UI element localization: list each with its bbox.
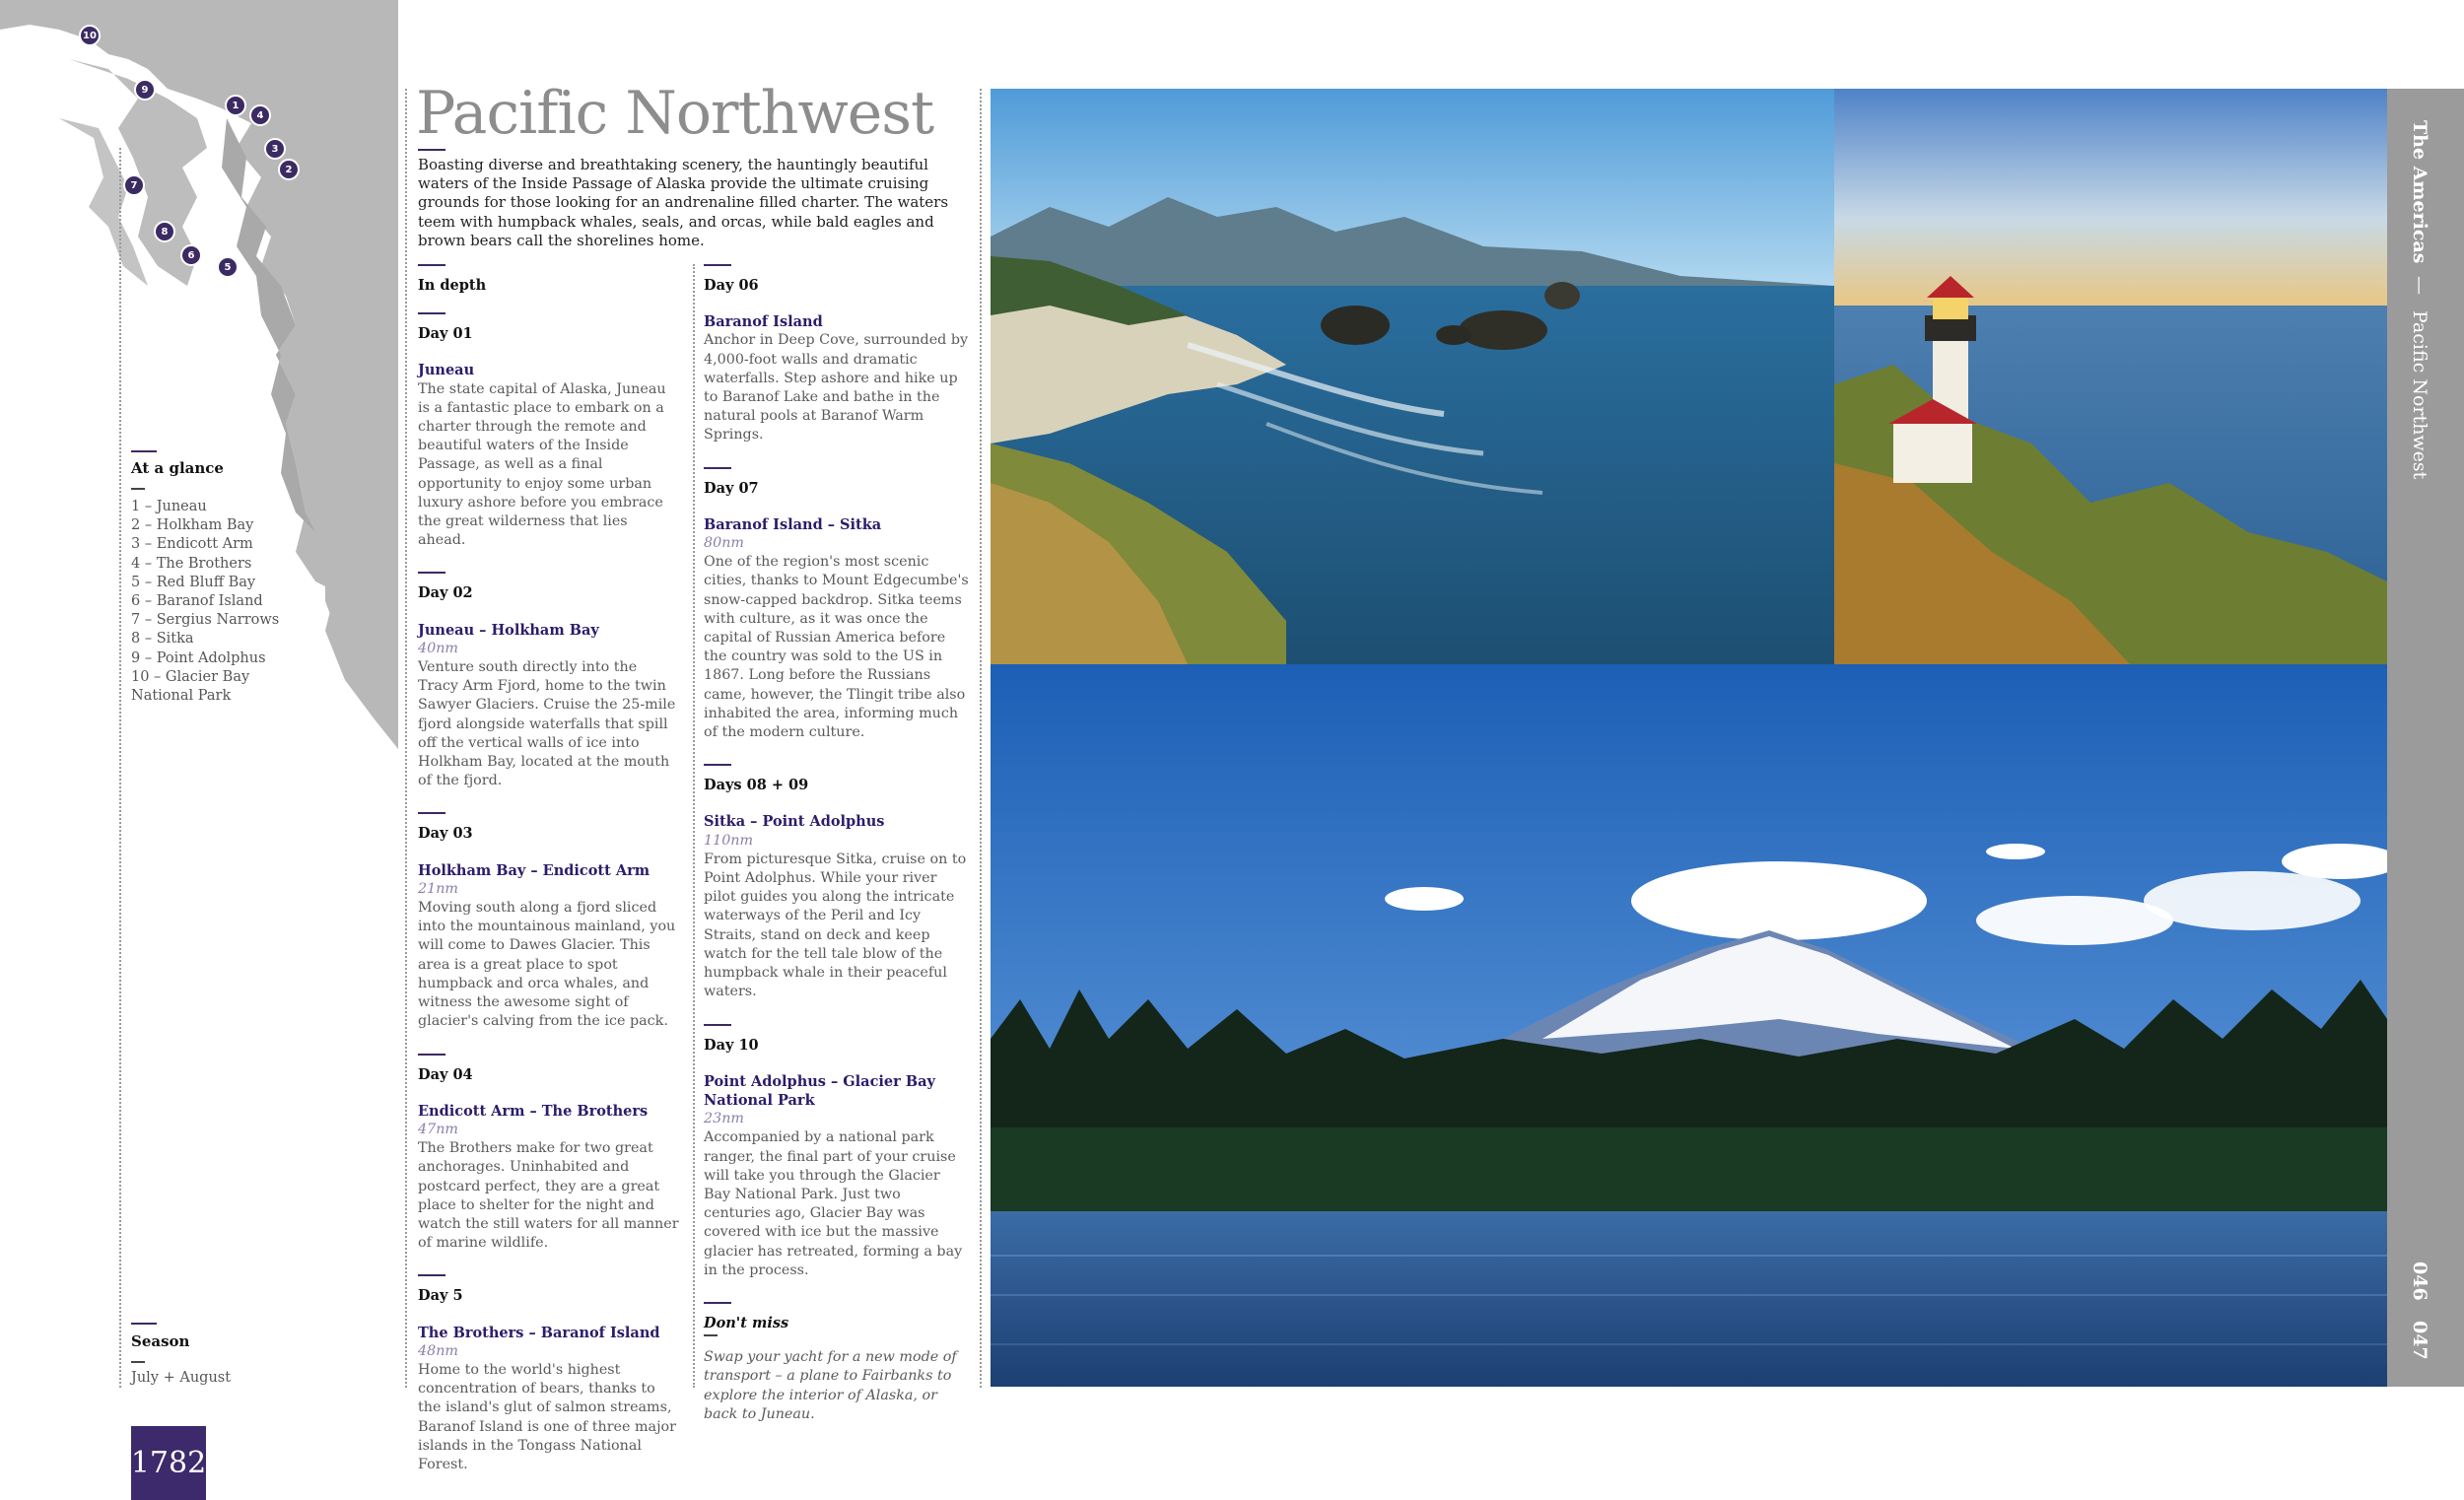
day-body: Venture south directly into the Tracy Arm Fjord, home to the twin Sawyer Glaciers. Cruise the 25-mile fjord alongside waterfalls that spill off the vertical walls of ice into Holkham Bay, located at the mouth of the fjord. [418, 659, 676, 789]
day-body: From picturesque Sitka, cruise on to Point Adolphus. While your river pilot guides you along the intricate waterways of the Peril and Icy Straits, stand on deck and keep watch for the tell tale blow of the humpback whale in their peaceful waters. [704, 851, 967, 1000]
day-section [704, 764, 970, 1001]
section-separator: — [2409, 276, 2430, 295]
season-dash [131, 1361, 145, 1363]
day-section [704, 264, 970, 445]
map-marker[interactable]: 9 [134, 79, 156, 101]
day-distance: 47nm [418, 1121, 458, 1137]
map-marker[interactable]: 8 [154, 221, 175, 242]
section-strip [2387, 89, 2464, 1387]
glance-item: 3 – Endicott Arm [131, 536, 253, 553]
day-heading: Day 02 [418, 584, 473, 602]
glance-item: 6 – Baranof Island [131, 593, 263, 610]
glance-item: National Park [131, 688, 232, 705]
map-marker[interactable]: 3 [264, 138, 286, 160]
brand-logo: 1782 [131, 1426, 206, 1500]
day-route: Holkham Bay – Endicott Arm [418, 861, 650, 879]
glance-item: 9 – Point Adolphus [131, 649, 266, 666]
day-section [418, 572, 679, 790]
day-body: Home to the world's highest concentration of bears, thanks to the island's glut of salmon streams, Baranof Island is one of three major islands in the Tongass National Forest. [418, 1361, 676, 1472]
sidebar-divider [119, 148, 121, 1388]
day-body: The state capital of Alaska, Juneau is a fantastic place to embark on a charter through the remote and beautiful waters of the Inside Passage, as well as a final opportunity to enjoy some urban luxury ashore before you embrace the great wilderness that lies ahead. [418, 380, 666, 549]
day-section [418, 1274, 679, 1474]
photo-mountain-lake [991, 664, 2387, 1387]
day-distance: 40nm [418, 640, 458, 656]
day-heading: Day 10 [704, 1036, 759, 1054]
day-heading: Day 04 [418, 1065, 473, 1083]
day-section [418, 812, 679, 1031]
column-divider [405, 89, 407, 1388]
day-heading: Day 03 [418, 825, 473, 843]
day-body: Anchor in Deep Cove, surrounded by 4,000-foot walls and dramatic waterfalls. Step ashore and hike up to Baranof Lake and bathe in the natural pools at Baranof Warm Springs. [704, 332, 969, 443]
column-divider [980, 89, 982, 1388]
glance-item: 7 – Sergius Narrows [131, 612, 280, 629]
map-marker[interactable]: 1 [225, 95, 246, 116]
day-heading: Day 01 [418, 325, 473, 343]
dont-miss-section [704, 1302, 970, 1424]
page-number-left: 046 [2409, 1261, 2430, 1301]
dont-miss-heading: Don't miss [704, 1314, 789, 1331]
glance-dash [131, 488, 145, 490]
glance-item: 4 – The Brothers [131, 555, 252, 572]
in-depth-heading: In depth [418, 277, 487, 294]
day-route: Baranof Island [704, 313, 823, 331]
day-body: Accompanied by a national park ranger, the final part of your cruise will take you through the Glacier Bay National Park. Just two centuries ago, Glacier Bay was covered with ice but the massive glacier has retreated, forming a bay in the process. [704, 1129, 963, 1278]
day-section [704, 1024, 970, 1280]
section-name: The Americas [2409, 120, 2430, 264]
glance-item: 1 – Juneau [131, 499, 207, 514]
intro-paragraph: Boasting diverse and breathtaking scenery, the hauntingly beautiful waters of the Inside Passage of Alaska provide the ultimate cruising grounds for those looking for an andrenaline filled charter. The waters teem with humpback whales, seals, and orcas, while bald eagles and brown bears call the shorelines home. [418, 156, 949, 249]
day-distance: 110nm [704, 832, 754, 849]
itinerary-column-2 [704, 264, 970, 1424]
day-route: The Brothers – Baranof Island [418, 1324, 660, 1341]
day-heading: Day 07 [704, 479, 759, 497]
dont-miss-body: Swap your yacht for a new mode of transport – a plane to Fairbanks to explore the interior of Alaska, or back to Juneau. [704, 1349, 957, 1422]
glance-item: 5 – Red Bluff Bay [131, 574, 256, 590]
day-route: Sitka – Point Adolphus [704, 813, 885, 831]
glance-item: 10 – Glacier Bay [131, 668, 250, 685]
day-heading: Day 5 [418, 1287, 463, 1305]
page-title: Pacific Northwest [416, 79, 934, 148]
glance-item: 8 – Sitka [131, 631, 194, 648]
itinerary-column-1 [418, 264, 679, 1474]
map-marker[interactable]: 5 [217, 256, 239, 278]
photo-lighthouse [1834, 89, 2387, 664]
glance-item: 2 – Holkham Bay [131, 517, 254, 534]
day-heading: Day 06 [704, 277, 759, 294]
title-rule [418, 149, 445, 151]
day-route: Juneau – Holkham Bay [418, 621, 599, 639]
day-route: Endicott Arm – The Brothers [418, 1102, 649, 1120]
photo-coastline [991, 89, 1834, 664]
column-divider [693, 264, 695, 1388]
day-body: Moving south along a fjord sliced into the mountainous mainland, you will come to Dawes Glacier. This area is a great place to spot humpback and orca whales, and witness the awesome sight of glacier's calving from the ice pack. [418, 900, 676, 1030]
day-route: Baranof Island – Sitka [704, 515, 882, 533]
season-value: July + August [131, 1370, 232, 1386]
in-depth-section [418, 264, 679, 295]
day-distance: 48nm [418, 1342, 458, 1359]
day-section [418, 1054, 679, 1254]
day-section [704, 467, 970, 743]
subsection-name: Pacific Northwest [2409, 310, 2430, 480]
page-number-right: 047 [2409, 1321, 2430, 1360]
day-heading: Days 08 + 09 [704, 777, 809, 794]
map-marker[interactable]: 4 [249, 104, 271, 126]
map-marker[interactable]: 7 [123, 174, 145, 196]
map-marker[interactable]: 6 [180, 244, 202, 266]
season-heading: Season [131, 1332, 190, 1350]
day-route: Point Adolphus – Glacier Bay National Park [704, 1072, 935, 1109]
day-distance: 21nm [418, 880, 458, 897]
day-route: Juneau [418, 362, 475, 379]
day-distance: 23nm [704, 1111, 744, 1127]
day-body: The Brothers make for two great anchorages. Uninhabited and postcard perfect, they are a great place to shelter for the night and watch the still waters for all manner of marine wildlife. [418, 1140, 679, 1252]
day-body: One of the region's most scenic cities, thanks to Mount Edgecumbe's snow-capped backdrop. Sitka teems with culture, as it was once the capital of Russian America before the country was sold to the US in 1867. Long before the Russians came, however, the Tlingit tribe also inhabited the area, informing much of the modern culture. [704, 554, 969, 741]
day-section [418, 312, 679, 550]
glance-heading: At a glance [131, 459, 224, 477]
day-distance: 80nm [704, 535, 744, 552]
glance-list [131, 498, 279, 706]
map-marker[interactable]: 10 [79, 25, 101, 46]
map-marker[interactable]: 2 [278, 159, 300, 180]
